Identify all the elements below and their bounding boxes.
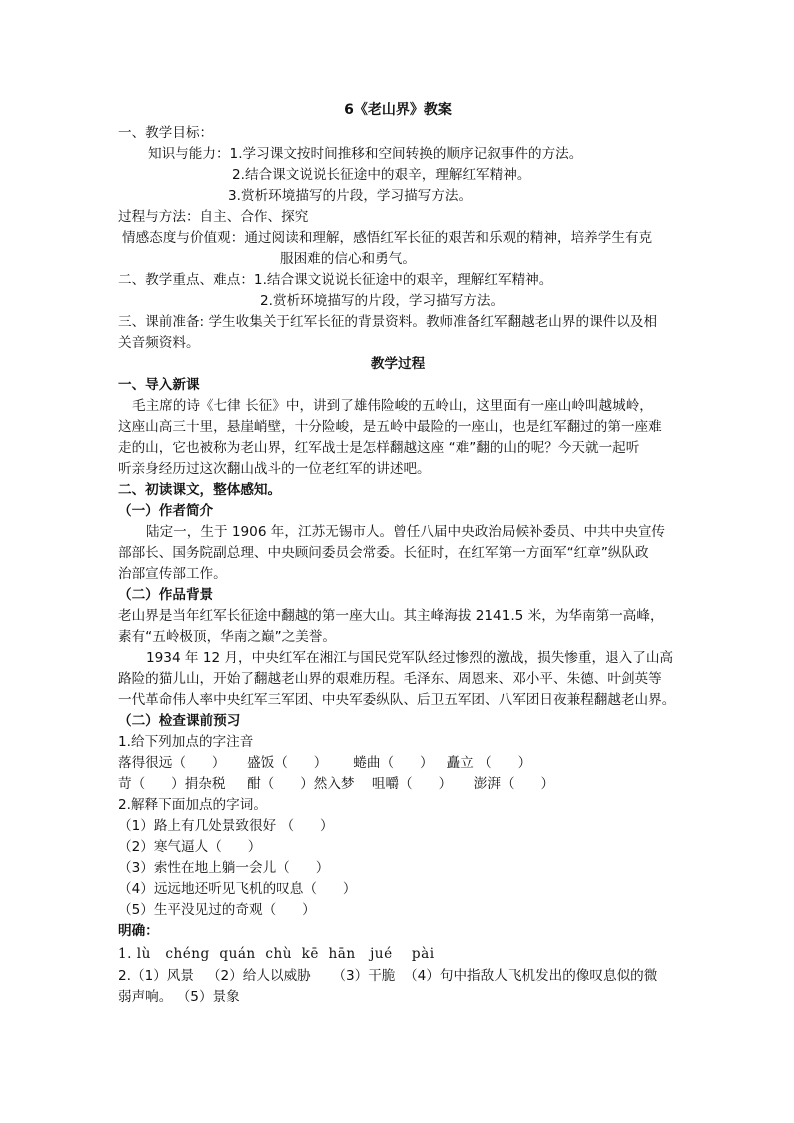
intro-line-3: 走的山，它也被称为老山界，红军战士是怎样翻越这座 “难”翻的山的呢？今天就一起听 [118,440,640,456]
author-line-1: 陆定一，生于 1906 年，江苏无锡市人。曾任八届中央政治局候补委员、中共中央宣传 [146,524,666,540]
goal-knowledge-3: 3.赏析环境描写的片段，学习描写方法。 [228,188,473,204]
question-2-title: 2.解释下面加点的字词。 [118,797,267,813]
question-1-row-2: 苛（ ）捐杂税 酣（ ）然入梦 咀嚼（ ） 澎湃（ ） [118,776,555,792]
background-line-1: 老山界是当年红军长征途中翻越的第一座大山。其主峰海拔 2141.5 米，为华南第一高峰， [118,608,664,624]
answer-line-3: 弱声响。 （5）景象 [118,989,240,1005]
question-1-title: 1.给下列加点的字注音 [118,734,254,750]
goal-knowledge-2: 2.结合课文说说长征途中的艰辛，理解红军精神。 [232,167,531,183]
preview-heading: （二）检查课前预习 [118,713,241,729]
goal-emotion-1: 情感态度与价值观：通过阅读和理解，感悟红军长征的艰苦和乐观的精神，培养学生有克 [122,230,653,246]
goal-emotion-2: 服困难的信心和勇气。 [280,251,416,267]
question-2-item: （4）远远地还听见飞机的叹息（ ） [118,881,357,897]
intro-heading: 一、导入新课 [118,377,200,393]
author-line-2: 部部长、国务院副总理、中央顾问委员会常委。长征时，在红军第一方面军“红章”纵队政 [118,545,649,561]
goals-heading: 一、教学目标： [118,125,214,141]
background-line-5: 一代革命伟人率中央红军三军团、中央军委纵队、后卫五军团、八军团日夜兼程翻越老山界。 [118,692,676,708]
intro-line-1: 毛主席的诗《七律 长征》中，讲到了雄伟险峻的五岭山，这里面有一座山岭叫越城岭， [132,398,653,414]
lesson-plan-document [118,100,678,1008]
background-line-2: 素有“五岭极顶，华南之巅”之美誉。 [118,629,336,645]
answer-line-1: 1. lù chéng quán chù kē hān jué pài [118,946,435,962]
question-2-item: （1）路上有几处景致很好 （ ） [118,818,334,834]
goal-process: 过程与方法：自主、合作、探究 [118,209,309,225]
background-line-4: 路险的猫儿山，开始了翻越老山界的艰难历程。毛泽东、周恩来、邓小平、朱德、叶剑英等 [118,671,662,687]
key-points-1: 二、教学重点、难点：1.结合课文说说长征途中的艰辛，理解红军精神。 [118,272,553,288]
intro-line-4: 听亲身经历过这次翻山战斗的一位老红军的讲述吧。 [118,461,431,477]
prep-1: 三、课前准备: 学生收集关于红军长征的背景资料。教师准备红军翻越老山界的课件以及相 [118,314,658,330]
process-title: 教学过程 [370,356,426,372]
goal-knowledge-1: 知识与能力：1.学习课文按时间推移和空间转换的顺序记叙事件的方法。 [148,146,583,162]
background-line-3: 1934 年 12 月，中央红军在湘江与国民党军队经过惨烈的激战，损失惨重，退入了山高 [146,650,674,666]
answer-heading: 明确： [118,923,159,939]
background-heading: （二）作品背景 [118,587,214,603]
question-2-item: （2）寒气逼人（ ） [118,839,262,855]
page-title: 6《老山界》教案 [344,102,452,118]
question-2-item: （5）生平没见过的奇观（ ） [118,902,316,918]
question-1-row-1: 落得很远（ ） 盛饭（ ） 蜷曲（ ） 矗立 （ ） [118,755,532,771]
author-line-3: 治部宣传部工作。 [118,566,227,582]
reading-heading: 二、初读课文，整体感知。 [118,482,282,498]
intro-line-2: 这座山高三十里，悬崖峭壁，十分险峻，是五岭中最险的一座山，也是红军翻过的第一座难 [118,419,662,435]
question-2-item: （3）索性在地上躺一会儿（ ） [118,860,330,876]
key-points-2: 2.赏析环境描写的片段，学习描写方法。 [260,293,505,309]
answer-line-2: 2.（1）风景 （2）给人以威胁 （3）干脆 （4）句中指敌人飞机发出的像叹息似的微 [118,968,658,984]
author-heading: （一）作者简介 [118,503,214,519]
prep-2: 关音频资料。 [118,335,200,351]
